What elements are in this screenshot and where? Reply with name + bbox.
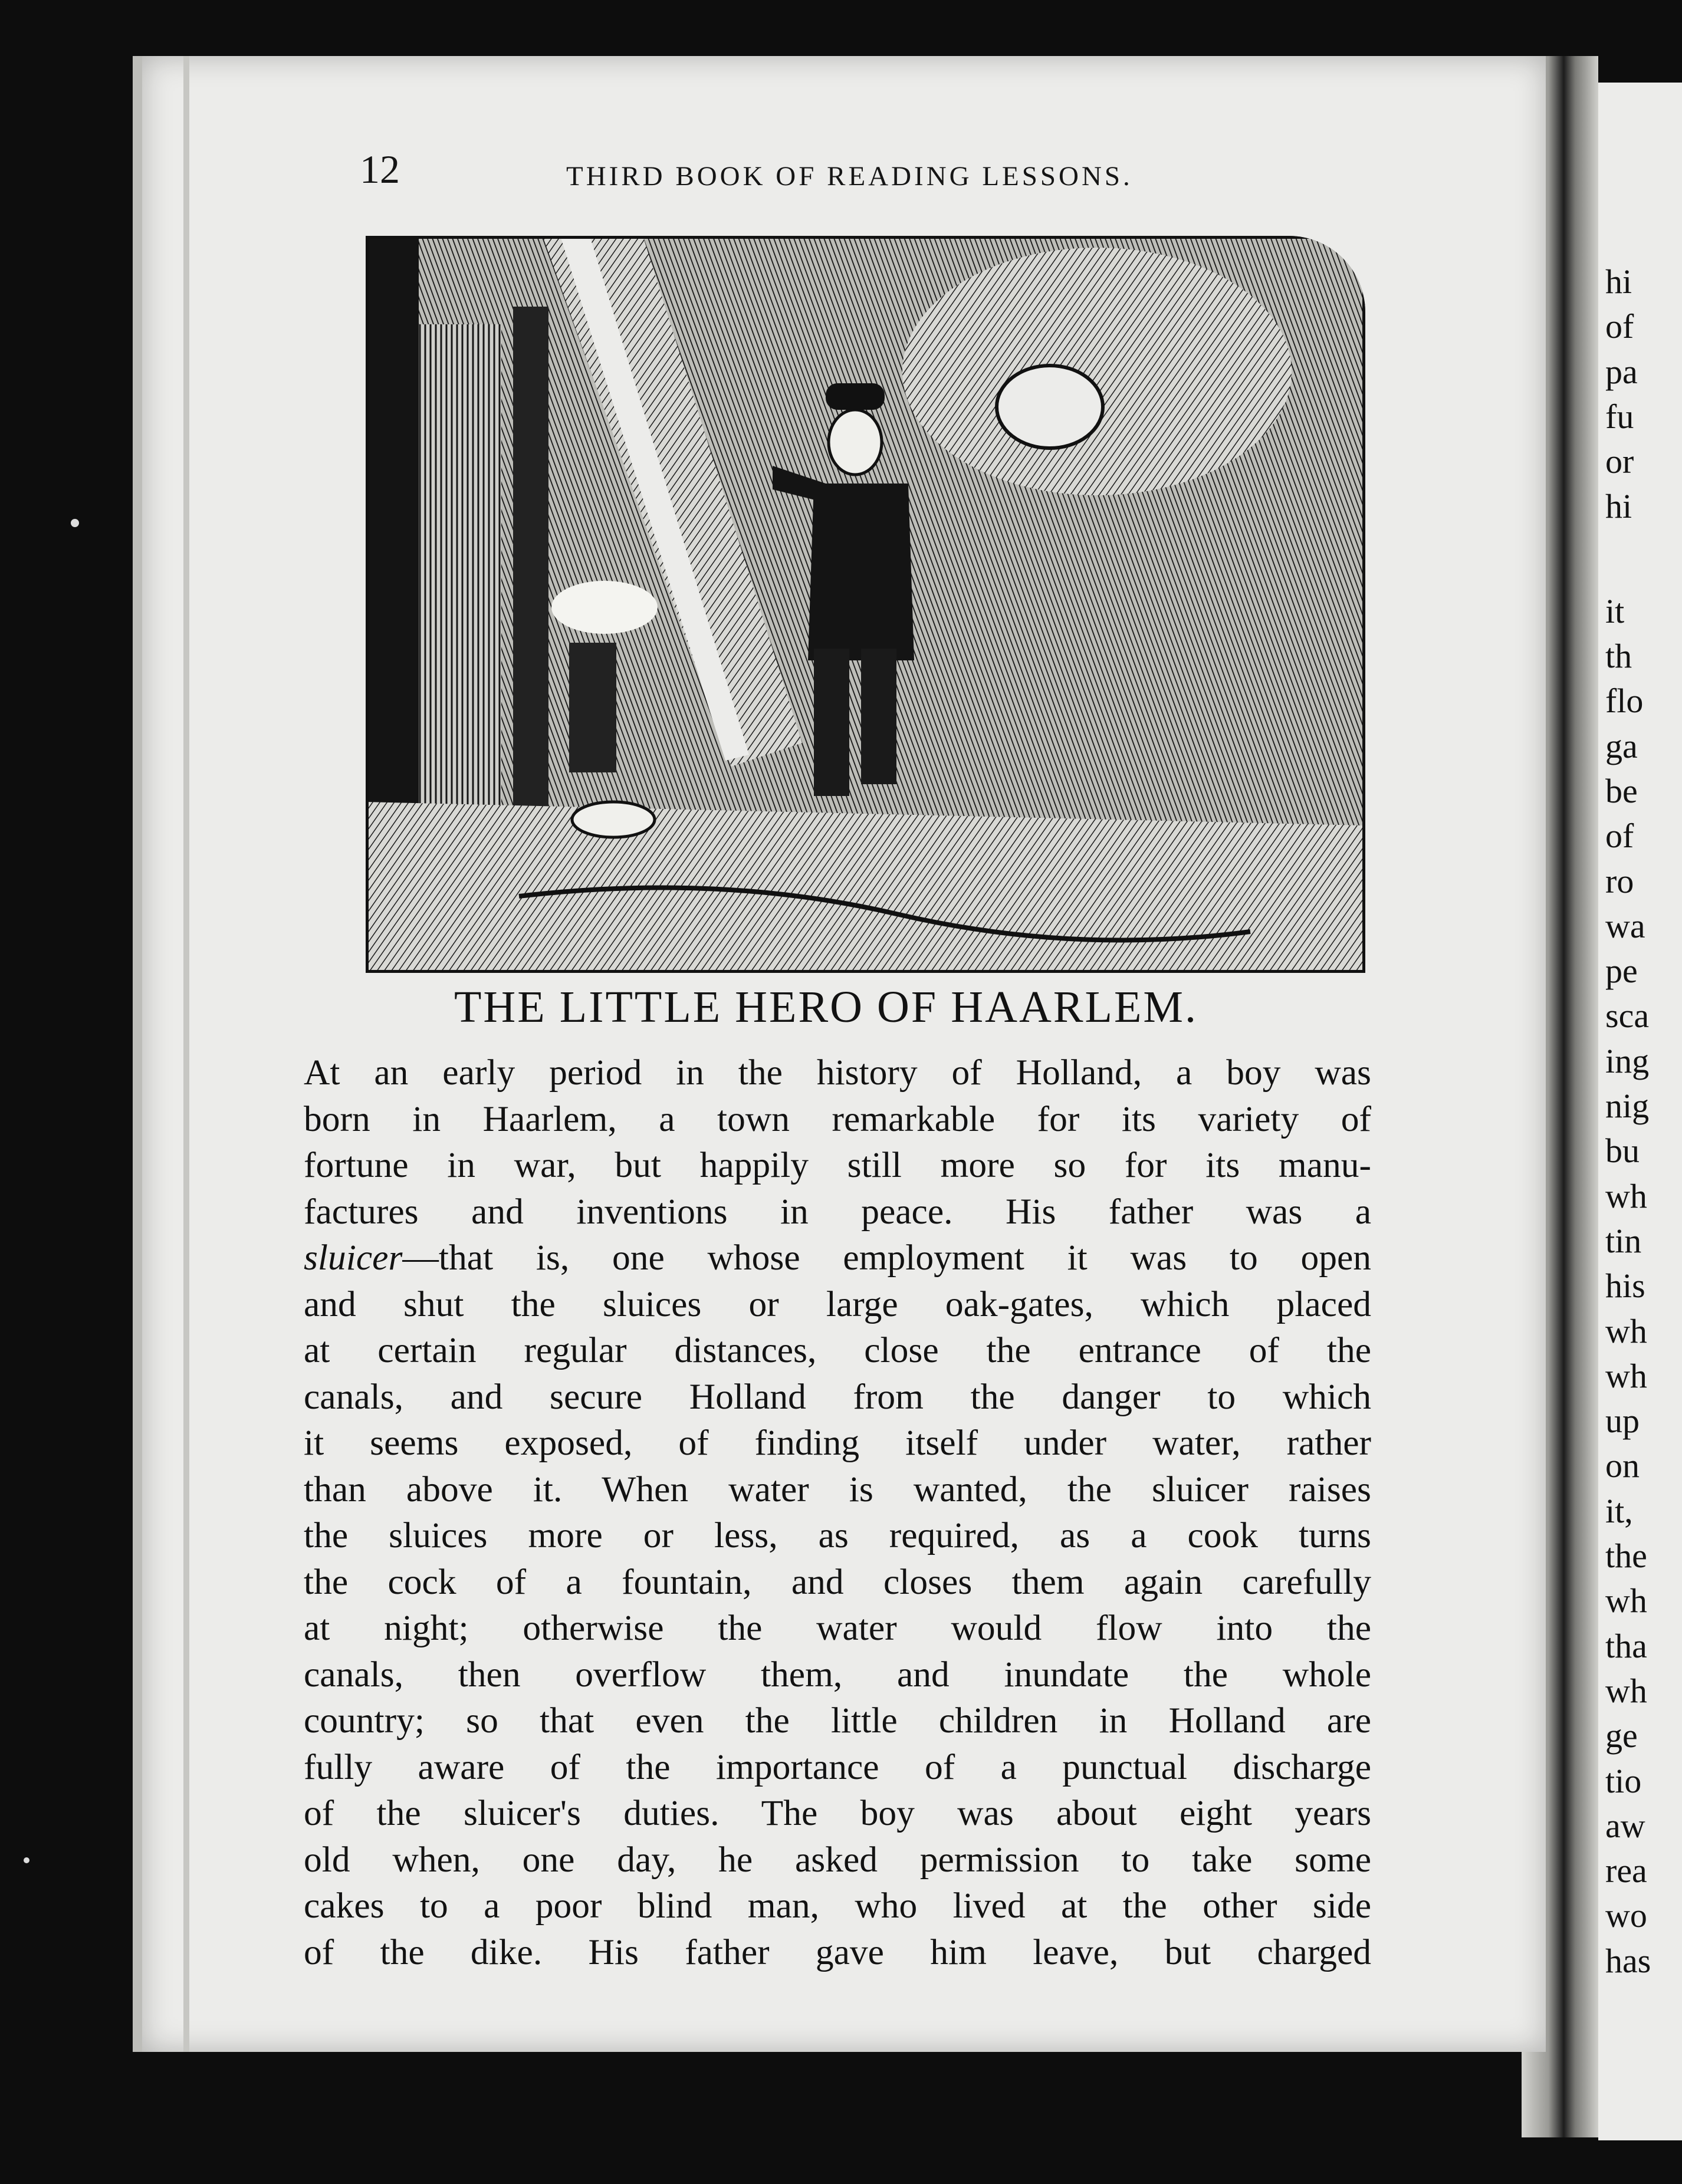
fragment: hi [1605,262,1632,301]
fragment: aw [1605,1806,1645,1845]
lesson-body-text [304,1050,1371,1975]
fragment: it, [1605,1491,1633,1530]
text-line-sluicer [304,1235,1371,1281]
engraving-svg [366,236,1365,973]
text-line: canals, and secure Holland from the danger to which [304,1376,1371,1417]
fragment: it [1605,591,1625,630]
text-line: At an early period in the history of Holland, a boy was [304,1052,1371,1093]
fragment: pa [1605,352,1638,391]
fragment: tin [1605,1221,1642,1260]
fragment: wh [1605,1581,1647,1620]
text-line: fully aware of the importance of a punctual discharge [304,1746,1371,1787]
fragment: or [1605,442,1634,481]
fragment: wh [1605,1671,1647,1710]
fragment: ge [1605,1716,1638,1755]
scan-speck [71,519,79,527]
fragment: the [1605,1537,1647,1575]
text-line-rest: —that is, one whose employment it was to open [402,1238,1371,1278]
fragment: be [1605,771,1638,810]
scan-speck [24,1857,29,1863]
text-line: country; so that even the little children in Holland are [304,1701,1371,1741]
facing-page-fragments [1605,259,1682,1984]
fragment: wh [1605,1311,1647,1350]
lesson-title: THE LITTLE HERO OF HAARLEM. [454,982,1198,1032]
fragment: of [1605,817,1634,856]
text-line: of the sluicer's duties. The boy was about eight years [304,1793,1371,1833]
fragment: tio [1605,1761,1642,1800]
text-line: at certain regular distances, close the entrance of the [304,1330,1371,1370]
fragment: on [1605,1446,1640,1485]
text-line: the sluices more or less, as required, as a cook turns [304,1515,1371,1555]
fragment: hi [1605,487,1632,526]
facing-page [1598,83,1682,2140]
fragment: wh [1605,1176,1647,1215]
fragment: flo [1605,682,1644,721]
fragment: wo [1605,1896,1647,1935]
fragment: wh [1605,1356,1647,1395]
text-line: born in Haarlem, a town remarkable for its variety of [304,1098,1371,1139]
fragment: ga [1605,726,1638,765]
fragment: pe [1605,952,1638,991]
fragment: rea [1605,1851,1647,1890]
text-line: factures and inventions in peace. His father was a [304,1191,1371,1232]
running-head: THIRD BOOK OF READING LESSONS. [566,161,1133,192]
italic-word: sluicer [304,1238,403,1278]
fragment: fu [1605,397,1634,436]
fragment: wa [1605,906,1645,945]
fragment: bu [1605,1132,1640,1170]
text-line: it seems exposed, of finding itself under water, rather [304,1423,1371,1463]
fragment-gap [1605,529,1682,589]
text-line: fortune in war, but happily still more so for its manu- [304,1145,1371,1185]
fragment: ing [1605,1041,1650,1080]
page-number: 12 [360,147,400,192]
text-line: cakes to a poor blind man, who lived at the other side [304,1886,1371,1926]
fragment: his [1605,1267,1645,1305]
fragment: sca [1605,996,1650,1035]
text-line: canals, then overflow them, and inundate the whole [304,1654,1371,1695]
fragment: of [1605,307,1634,346]
text-line: at night; otherwise the water would flow into the [304,1608,1371,1648]
fragment: has [1605,1941,1651,1980]
text-line: of the dike. His father gave him leave, but charged [304,1932,1371,1972]
fragment: th [1605,637,1632,676]
fragment: ro [1605,861,1634,900]
engraving-illustration [366,236,1365,973]
text-line: old when, one day, he asked permission to take some [304,1839,1371,1880]
fragment: nig [1605,1087,1650,1126]
text-line: the cock of a fountain, and closes them again carefully [304,1561,1371,1602]
text-line: and shut the sluices or large oak-gates, which placed [304,1284,1371,1324]
text-line: than above it. When water is wanted, the sluicer raises [304,1469,1371,1509]
fragment: tha [1605,1626,1647,1665]
fragment: up [1605,1402,1640,1440]
